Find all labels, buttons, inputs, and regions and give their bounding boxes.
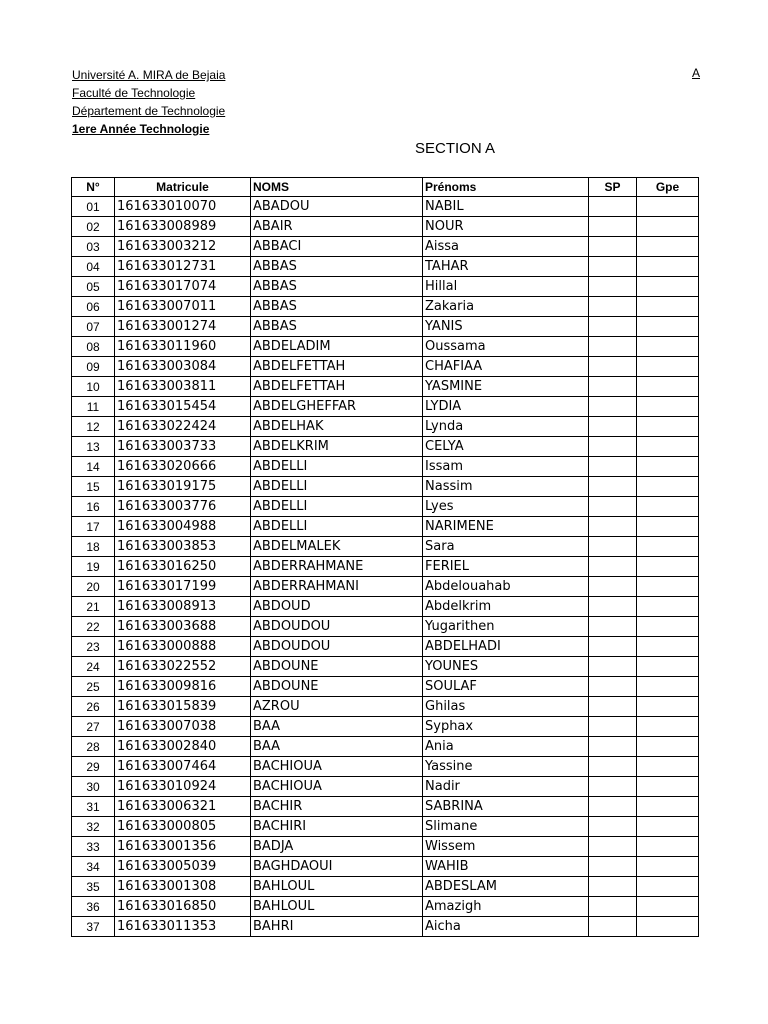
document-header	[72, 66, 225, 138]
row-number: 24	[72, 657, 115, 677]
gpe-cell	[637, 257, 699, 277]
sp-cell	[589, 697, 637, 717]
matricule-cell: 161633003733	[115, 437, 251, 457]
prenom-cell: Abdelouahab	[423, 577, 589, 597]
nom-cell: ABDELLI	[251, 477, 423, 497]
matricule-cell: 161633002840	[115, 737, 251, 757]
year-label: 1ere Année Technologie	[72, 122, 210, 136]
sp-cell	[589, 197, 637, 217]
matricule-cell: 161633005039	[115, 857, 251, 877]
prenom-cell: WAHIB	[423, 857, 589, 877]
col-header-noms: NOMS	[251, 178, 423, 197]
prenom-cell: Nassim	[423, 477, 589, 497]
table-row	[72, 217, 699, 237]
nom-cell: BAHLOUL	[251, 877, 423, 897]
sp-cell	[589, 897, 637, 917]
row-number: 08	[72, 337, 115, 357]
prenom-cell: Ania	[423, 737, 589, 757]
matricule-cell: 161633016850	[115, 897, 251, 917]
matricule-cell: 161633001308	[115, 877, 251, 897]
gpe-cell	[637, 417, 699, 437]
prenom-cell: FERIEL	[423, 557, 589, 577]
sp-cell	[589, 337, 637, 357]
gpe-cell	[637, 217, 699, 237]
matricule-cell: 161633009816	[115, 677, 251, 697]
matricule-cell: 161633007038	[115, 717, 251, 737]
table-row	[72, 577, 699, 597]
prenom-cell: Sara	[423, 537, 589, 557]
matricule-cell: 161633008913	[115, 597, 251, 617]
row-number: 34	[72, 857, 115, 877]
gpe-cell	[637, 917, 699, 937]
nom-cell: ABDELFETTAH	[251, 357, 423, 377]
gpe-cell	[637, 757, 699, 777]
matricule-cell: 161633015454	[115, 397, 251, 417]
table-row	[72, 777, 699, 797]
nom-cell: ABDOUDOU	[251, 637, 423, 657]
sp-cell	[589, 637, 637, 657]
matricule-cell: 161633010924	[115, 777, 251, 797]
prenom-cell: Aissa	[423, 237, 589, 257]
row-number: 02	[72, 217, 115, 237]
student-table	[71, 177, 699, 937]
gpe-cell	[637, 677, 699, 697]
nom-cell: BACHIRI	[251, 817, 423, 837]
sp-cell	[589, 737, 637, 757]
table-row	[72, 297, 699, 317]
sp-cell	[589, 797, 637, 817]
prenom-cell: CELYA	[423, 437, 589, 457]
nom-cell: BACHIOUA	[251, 777, 423, 797]
nom-cell: BADJA	[251, 837, 423, 857]
row-number: 35	[72, 877, 115, 897]
gpe-cell	[637, 277, 699, 297]
gpe-cell	[637, 197, 699, 217]
prenom-cell: TAHAR	[423, 257, 589, 277]
row-number: 06	[72, 297, 115, 317]
row-number: 17	[72, 517, 115, 537]
nom-cell: BAHRI	[251, 917, 423, 937]
row-number: 21	[72, 597, 115, 617]
sp-cell	[589, 317, 637, 337]
gpe-cell	[637, 617, 699, 637]
nom-cell: ABBAS	[251, 297, 423, 317]
sp-cell	[589, 297, 637, 317]
row-number: 31	[72, 797, 115, 817]
prenom-cell: Syphax	[423, 717, 589, 737]
matricule-cell: 161633019175	[115, 477, 251, 497]
gpe-cell	[637, 697, 699, 717]
table-header-row	[72, 178, 699, 197]
prenom-cell: Oussama	[423, 337, 589, 357]
prenom-cell: Nadir	[423, 777, 589, 797]
table-row	[72, 277, 699, 297]
matricule-cell: 161633003811	[115, 377, 251, 397]
nom-cell: ABDELHAK	[251, 417, 423, 437]
gpe-cell	[637, 577, 699, 597]
sp-cell	[589, 597, 637, 617]
prenom-cell: Wissem	[423, 837, 589, 857]
matricule-cell: 161633000888	[115, 637, 251, 657]
row-number: 27	[72, 717, 115, 737]
row-number: 03	[72, 237, 115, 257]
nom-cell: ABDERRAHMANE	[251, 557, 423, 577]
row-number: 26	[72, 697, 115, 717]
table-row	[72, 817, 699, 837]
row-number: 25	[72, 677, 115, 697]
matricule-cell: 161633003853	[115, 537, 251, 557]
table-row	[72, 397, 699, 417]
prenom-cell: Zakaria	[423, 297, 589, 317]
table-row	[72, 197, 699, 217]
prenom-cell: YANIS	[423, 317, 589, 337]
prenom-cell: Lynda	[423, 417, 589, 437]
matricule-cell: 161633016250	[115, 557, 251, 577]
gpe-cell	[637, 437, 699, 457]
col-header-prenoms: Prénoms	[423, 178, 589, 197]
matricule-cell: 161633008989	[115, 217, 251, 237]
nom-cell: BAHLOUL	[251, 897, 423, 917]
section-title	[0, 140, 768, 157]
matricule-cell: 161633001356	[115, 837, 251, 857]
prenom-cell: ABDESLAM	[423, 877, 589, 897]
matricule-cell: 161633006321	[115, 797, 251, 817]
nom-cell: BAA	[251, 717, 423, 737]
gpe-cell	[637, 517, 699, 537]
gpe-cell	[637, 497, 699, 517]
table-row	[72, 877, 699, 897]
row-number: 04	[72, 257, 115, 277]
nom-cell: ABBAS	[251, 277, 423, 297]
prenom-cell: Lyes	[423, 497, 589, 517]
sp-cell	[589, 217, 637, 237]
gpe-cell	[637, 737, 699, 757]
nom-cell: BACHIOUA	[251, 757, 423, 777]
prenom-cell: NARIMENE	[423, 517, 589, 537]
prenom-cell: Yassine	[423, 757, 589, 777]
sp-cell	[589, 257, 637, 277]
matricule-cell: 161633003084	[115, 357, 251, 377]
nom-cell: ABDELKRIM	[251, 437, 423, 457]
prenom-cell: Ghilas	[423, 697, 589, 717]
gpe-cell	[637, 897, 699, 917]
sp-cell	[589, 537, 637, 557]
table-row	[72, 457, 699, 477]
row-number: 33	[72, 837, 115, 857]
row-number: 13	[72, 437, 115, 457]
nom-cell: ABBAS	[251, 257, 423, 277]
table-row	[72, 437, 699, 457]
matricule-cell: 161633010070	[115, 197, 251, 217]
gpe-cell	[637, 857, 699, 877]
nom-cell: ABBAS	[251, 317, 423, 337]
table-row	[72, 377, 699, 397]
faculty-name: Faculté de Technologie	[72, 86, 196, 100]
nom-cell: ABDOUNE	[251, 657, 423, 677]
nom-cell: ABDELMALEK	[251, 537, 423, 557]
nom-cell: ABBACI	[251, 237, 423, 257]
corner-letter: A	[692, 66, 701, 80]
matricule-cell: 161633000805	[115, 817, 251, 837]
matricule-cell: 161633007464	[115, 757, 251, 777]
table-row	[72, 337, 699, 357]
nom-cell: ABAIR	[251, 217, 423, 237]
gpe-cell	[637, 297, 699, 317]
row-number: 20	[72, 577, 115, 597]
sp-cell	[589, 577, 637, 597]
table-row	[72, 597, 699, 617]
sp-cell	[589, 517, 637, 537]
gpe-cell	[637, 597, 699, 617]
col-header-number: N°	[72, 178, 115, 197]
table-row	[72, 517, 699, 537]
sp-cell	[589, 877, 637, 897]
row-number: 37	[72, 917, 115, 937]
table-row	[72, 677, 699, 697]
matricule-cell: 161633022424	[115, 417, 251, 437]
table-row	[72, 657, 699, 677]
sp-cell	[589, 437, 637, 457]
col-header-gpe: Gpe	[637, 178, 699, 197]
nom-cell: ABDOUDOU	[251, 617, 423, 637]
row-number: 32	[72, 817, 115, 837]
nom-cell: ABDELFETTAH	[251, 377, 423, 397]
matricule-cell: 161633022552	[115, 657, 251, 677]
sp-cell	[589, 277, 637, 297]
table-row	[72, 417, 699, 437]
matricule-cell: 161633020666	[115, 457, 251, 477]
prenom-cell: NABIL	[423, 197, 589, 217]
table-row	[72, 537, 699, 557]
table-row	[72, 837, 699, 857]
gpe-cell	[637, 657, 699, 677]
prenom-cell: NOUR	[423, 217, 589, 237]
sp-cell	[589, 557, 637, 577]
nom-cell: ABDERRAHMANI	[251, 577, 423, 597]
prenom-cell: Yugarithen	[423, 617, 589, 637]
row-number: 07	[72, 317, 115, 337]
university-name: Université A. MIRA de Bejaia	[72, 68, 226, 82]
gpe-cell	[637, 777, 699, 797]
department-name: Département de Technologie	[72, 104, 226, 118]
matricule-cell: 161633003212	[115, 237, 251, 257]
table-row	[72, 797, 699, 817]
matricule-cell: 161633012731	[115, 257, 251, 277]
gpe-cell	[637, 477, 699, 497]
prenom-cell: LYDIA	[423, 397, 589, 417]
gpe-cell	[637, 317, 699, 337]
matricule-cell: 161633011960	[115, 337, 251, 357]
gpe-cell	[637, 397, 699, 417]
table-row	[72, 477, 699, 497]
gpe-cell	[637, 817, 699, 837]
matricule-cell: 161633017199	[115, 577, 251, 597]
sp-cell	[589, 757, 637, 777]
sp-cell	[589, 477, 637, 497]
gpe-cell	[637, 357, 699, 377]
row-number: 23	[72, 637, 115, 657]
prenom-cell: Aicha	[423, 917, 589, 937]
sp-cell	[589, 717, 637, 737]
gpe-cell	[637, 337, 699, 357]
nom-cell: ABDELLI	[251, 517, 423, 537]
gpe-cell	[637, 637, 699, 657]
table-body	[72, 197, 699, 937]
gpe-cell	[637, 797, 699, 817]
nom-cell: ABADOU	[251, 197, 423, 217]
table-row	[72, 857, 699, 877]
gpe-cell	[637, 877, 699, 897]
table-row	[72, 737, 699, 757]
row-number: 14	[72, 457, 115, 477]
sp-cell	[589, 237, 637, 257]
nom-cell: ABDELLI	[251, 457, 423, 477]
table-row	[72, 917, 699, 937]
sp-cell	[589, 817, 637, 837]
table-row	[72, 497, 699, 517]
table-row	[72, 317, 699, 337]
row-number: 16	[72, 497, 115, 517]
matricule-cell: 161633003776	[115, 497, 251, 517]
matricule-cell: 161633001274	[115, 317, 251, 337]
gpe-cell	[637, 537, 699, 557]
table-row	[72, 897, 699, 917]
prenom-cell: Slimane	[423, 817, 589, 837]
matricule-cell: 161633004988	[115, 517, 251, 537]
table-row	[72, 257, 699, 277]
table-row	[72, 617, 699, 637]
table-row	[72, 757, 699, 777]
sp-cell	[589, 657, 637, 677]
gpe-cell	[637, 837, 699, 857]
matricule-cell: 161633003688	[115, 617, 251, 637]
row-number: 28	[72, 737, 115, 757]
sp-cell	[589, 377, 637, 397]
sp-cell	[589, 457, 637, 477]
row-number: 36	[72, 897, 115, 917]
row-number: 01	[72, 197, 115, 217]
row-number: 10	[72, 377, 115, 397]
prenom-cell: Amazigh	[423, 897, 589, 917]
row-number: 19	[72, 557, 115, 577]
row-number: 29	[72, 757, 115, 777]
nom-cell: BAA	[251, 737, 423, 757]
prenom-cell: Abdelkrim	[423, 597, 589, 617]
row-number: 12	[72, 417, 115, 437]
sp-cell	[589, 837, 637, 857]
prenom-cell: SABRINA	[423, 797, 589, 817]
section-title-text: SECTION A	[414, 140, 496, 157]
prenom-cell: Issam	[423, 457, 589, 477]
matricule-cell: 161633007011	[115, 297, 251, 317]
table-row	[72, 697, 699, 717]
gpe-cell	[637, 377, 699, 397]
nom-cell: BAGHDAOUI	[251, 857, 423, 877]
nom-cell: ABDOUD	[251, 597, 423, 617]
matricule-cell: 161633011353	[115, 917, 251, 937]
table-row	[72, 557, 699, 577]
row-number: 22	[72, 617, 115, 637]
matricule-cell: 161633017074	[115, 277, 251, 297]
nom-cell: ABDOUNE	[251, 677, 423, 697]
sp-cell	[589, 357, 637, 377]
table-row	[72, 237, 699, 257]
nom-cell: ABDELGHEFFAR	[251, 397, 423, 417]
sp-cell	[589, 677, 637, 697]
sp-cell	[589, 917, 637, 937]
row-number: 09	[72, 357, 115, 377]
prenom-cell: YASMINE	[423, 377, 589, 397]
gpe-cell	[637, 557, 699, 577]
sp-cell	[589, 417, 637, 437]
sp-cell	[589, 857, 637, 877]
nom-cell: ABDELADIM	[251, 337, 423, 357]
matricule-cell: 161633015839	[115, 697, 251, 717]
table-row	[72, 717, 699, 737]
table-row	[72, 637, 699, 657]
prenom-cell: Hillal	[423, 277, 589, 297]
prenom-cell: CHAFIAA	[423, 357, 589, 377]
row-number: 18	[72, 537, 115, 557]
gpe-cell	[637, 237, 699, 257]
row-number: 05	[72, 277, 115, 297]
col-header-sp: SP	[589, 178, 637, 197]
prenom-cell: SOULAF	[423, 677, 589, 697]
prenom-cell: YOUNES	[423, 657, 589, 677]
sp-cell	[589, 777, 637, 797]
row-number: 15	[72, 477, 115, 497]
sp-cell	[589, 397, 637, 417]
sp-cell	[589, 617, 637, 637]
gpe-cell	[637, 457, 699, 477]
nom-cell: AZROU	[251, 697, 423, 717]
row-number: 30	[72, 777, 115, 797]
prenom-cell: ABDELHADI	[423, 637, 589, 657]
col-header-matricule: Matricule	[115, 178, 251, 197]
gpe-cell	[637, 717, 699, 737]
sp-cell	[589, 497, 637, 517]
nom-cell: ABDELLI	[251, 497, 423, 517]
row-number: 11	[72, 397, 115, 417]
nom-cell: BACHIR	[251, 797, 423, 817]
table-row	[72, 357, 699, 377]
